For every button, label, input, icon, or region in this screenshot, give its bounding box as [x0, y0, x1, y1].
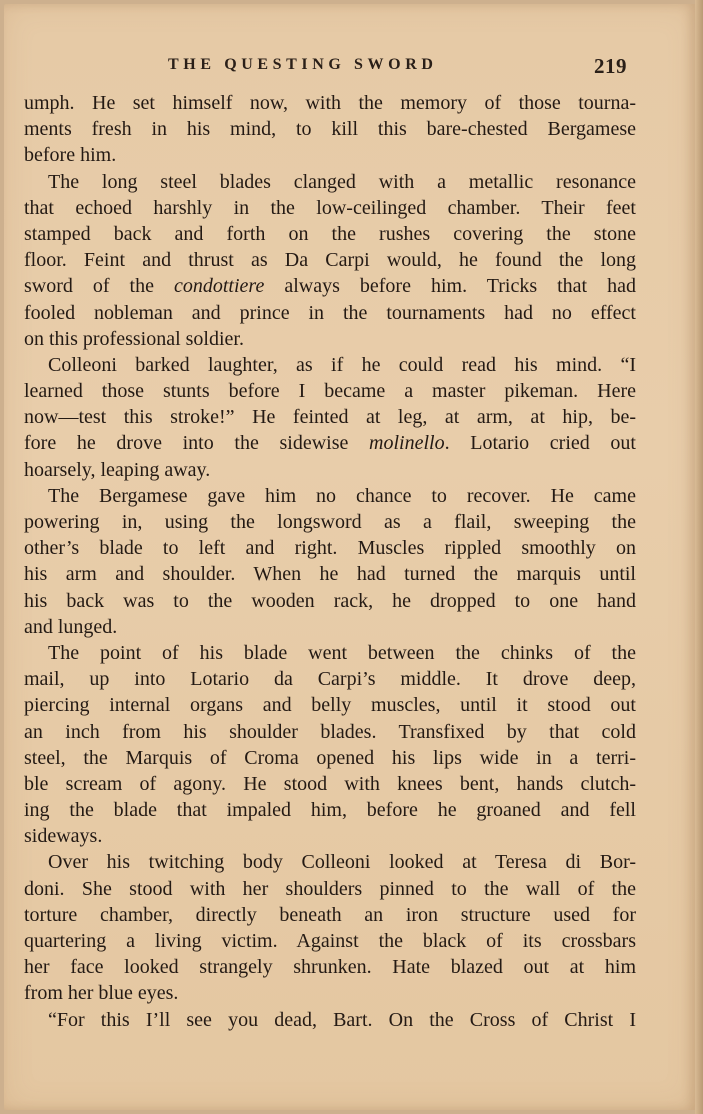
text-line: an inch from his shoulder blades. Transfixed by that cold: [24, 720, 636, 743]
page-edge: [695, 0, 703, 1114]
text-line: ments fresh in his mind, to kill this bare-chested Bergamese: [24, 118, 636, 141]
text-line: that echoed harshly in the low-ceilinged chamber. Their feet: [24, 196, 636, 219]
running-head-title: THE QUESTING SWORD: [168, 56, 438, 73]
text-line: “For this I’ll see you dead, Bart. On the Cross of Christ I: [48, 1008, 636, 1031]
body-text: [24, 90, 636, 1033]
text-line: on this professional soldier.: [24, 327, 244, 350]
text-line: powering in, using the longsword as a flail, sweeping the: [24, 511, 636, 533]
text-line: mail, up into Lotario da Carpi’s middle. It drove deep,: [24, 668, 636, 691]
text-line: floor. Feint and thrust as Da Carpi would, he found the long: [24, 249, 636, 272]
text-line: learned those stunts before I became a master pikeman. Here: [24, 380, 636, 403]
text-line: ble scream of agony. He stood with knees bent, hands clutch-: [24, 772, 636, 795]
text-line: his arm and shoulder. When he had turned the marquis until: [24, 563, 636, 586]
text-line: now—test this stroke!” He feinted at leg, at arm, at hip, be-: [24, 406, 636, 429]
text-line: doni. She stood with her shoulders pinned to the wall of the: [24, 877, 636, 900]
text-line: hoarsely, leaping away.: [24, 458, 211, 481]
text-line: and lunged.: [24, 615, 118, 638]
text-line: fooled nobleman and prince in the tournaments had no effect: [24, 301, 636, 324]
text-line: The long steel blades clanged with a metallic resonance: [48, 170, 636, 193]
page-number: 219: [594, 54, 627, 78]
text-line: steel, the Marquis of Croma opened his lips wide in a terri-: [24, 746, 636, 769]
text-line: fore he drove into the sidewise molinello. Lotario cried out: [24, 432, 636, 455]
text-line: Over his twitching body Colleoni looked at Teresa di Bor-: [48, 851, 636, 874]
text-line: his back was to the wooden rack, he dropped to one hand: [24, 589, 636, 612]
text-line: piercing internal organs and belly muscles, until it stood out: [24, 694, 636, 717]
text-line: torture chamber, directly beneath an iron structure used for: [24, 903, 636, 926]
text-line: her face looked strangely shrunken. Hate blazed out at him: [24, 956, 636, 979]
text-line: The point of his blade went between the chinks of the: [48, 641, 636, 664]
text-line: stamped back and forth on the rushes covering the stone: [24, 222, 636, 245]
italic-term: condottiere: [174, 275, 265, 298]
running-head: [0, 54, 703, 80]
text-line: before him.: [24, 144, 117, 167]
text-line: Colleoni barked laughter, as if he could read his mind. “I: [48, 353, 636, 376]
text-line: sword of the condottiere always before him. Tricks that had: [24, 275, 636, 298]
text-line: sideways.: [24, 825, 103, 848]
italic-term: molinello: [369, 432, 445, 455]
text-line: other’s blade to left and right. Muscles rippled smoothly on: [24, 537, 636, 560]
text-line: ing the blade that impaled him, before he groaned and fell: [24, 799, 636, 822]
text-line: from her blue eyes.: [24, 982, 179, 1005]
text-line: umph. He set himself now, with the memory of those tourna-: [24, 92, 636, 114]
text-line: quartering a living victim. Against the black of its crossbars: [24, 930, 636, 952]
text-line: The Bergamese gave him no chance to recover. He came: [48, 484, 636, 507]
